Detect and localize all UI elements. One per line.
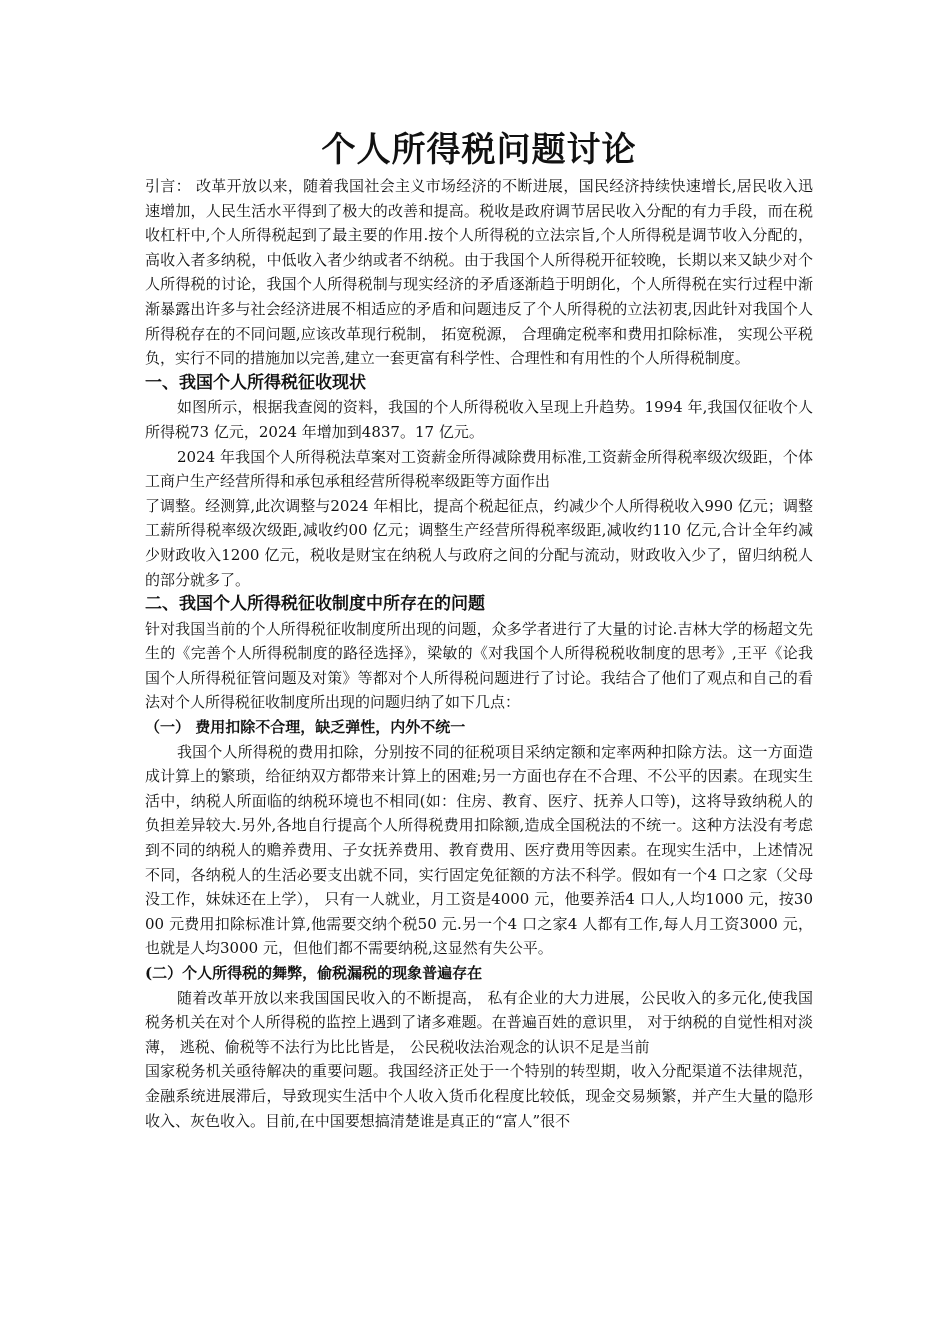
intro-paragraph: 引言： 改革开放以来，随着我国社会主义市场经济的不断进展，国民经济持续快速增长,居民收入迅速增加，人民生活水平得到了极大的改善和提高。税收是政府调节居民收入分配的有力手段，而在税收杠杆中,个人所得税起到了最主要的作用.按个人所得税的立法宗旨,个人所得税是调节收入分配的，高收入者多纳税，中低收入者少纳或者不纳税。由于我国个人所得税开征较晚，长期以来又缺少对个人所得税的讨论，我国个人所得税制与现实经济的矛盾逐渐趋于明朗化，个人所得税在实行过程中渐渐暴露出许多与社会经济进展不相适应的矛盾和问题违反了个人所得税的立法初衷,因此针对我国个人所得税存在的不同问题,应该改革现行税制， 拓宽税源， 合理确定税率和费用扣除标准， 实现公平税负，实行不同的措施加以完善,建立一套更富有科学性、合理性和有用性的个人所得税制度。 [145, 177, 813, 368]
section-1-paragraph-1: 如图所示，根据我查阅的资料，我国的个人所得税收入呈现上升趋势。1994 年,我国仅征收个人所得税73 亿元，2024 年增加到4837。17 亿元。 [145, 398, 813, 441]
section-1-heading: 一、我国个人所得税征收现状 [145, 372, 366, 393]
subsection-2-paragraph-b: 国家税务机关亟待解决的重要问题。我国经济正处于一个特别的转型期，收入分配渠道不法律规范，金融系统进展滞后，导致现实生活中个人收入货币化程度比较低，现金交易频繁，并产生大量的隐形收入、灰色收入。目前,在中国要想搞清楚谁是真正的“富人”很不 [145, 1062, 813, 1130]
section-1-paragraph-2b: 了调整。经测算,此次调整与2024 年相比，提高个税起征点，约减少个人所得税收入990 亿元；调整工薪所得税率级次级距,减收约00 亿元；调整生产经营所得税率级距,减收约110 亿元,合计全年约减少财政收入1200 亿元，税收是财宝在纳税人与政府之间的分配与流动，财政收入少了，留归纳税人的部分就多了。 [145, 496, 813, 589]
subsection-2-paragraph-a: 随着改革开放以来我国国民收入的不断提高， 私有企业的大力进展，公民收入的多元化,使我国税务机关在对个人所得税的监控上遇到了诸多难题。在普遍百姓的意识里， 对于纳税的自觉性相对淡薄， 逃税、偷税等不法行为比比皆是， 公民税收法治观念的认识不足是当前 [145, 988, 813, 1056]
document-page [145, 128, 813, 1133]
subsection-2-heading: (二）个人所得税的舞弊，偷税漏税的现象普遍存在 [145, 964, 483, 982]
section-2-paragraph-1: 针对我国当前的个人所得税征收制度所出现的问题，众多学者进行了大量的讨论.吉林大学的杨超文先生的《完善个人所得税制度的路径选择》，梁敏的《对我国个人所得税税收制度的思考》,王平《论我国个人所得税征管问题及对策》等都对个人所得税问题进行了讨论。我结合了他们了观点和自己的看法对个人所得税征收制度所出现的问题归纳了如下几点： [145, 619, 813, 712]
subsection-1-paragraph: 我国个人所得税的费用扣除，分别按不同的征税项目采纳定额和定率两种扣除方法。这一方面造成计算上的繁琐，给征纳双方都带来计算上的困难;另一方面也存在不合理、不公平的因素。在现实生活中，纳税人所面临的纳税环境也不相同(如：住房、教育、医疗、抚养人口等)，这将导致纳税人的负担差异较大.另外,各地自行提高个人所得税费用扣除额,造成全国税法的不统一。这种方法没有考虑到不同的纳税人的赡养费用、子女抚养费用、教育费用、医疗费用等因素。在现实生活中，上述情况不同，各纳税人的生活必要支出就不同，实行固定免征额的方法不科学。假如有一个4 口之家（父母没工作，妹妹还在上学）， 只有一人就业，月工资是4000 元，他要养活4 口人,人均1000 元，按3000 元费用扣除标准计算,他需要交纳个税50 元.另一个4 口之家4 人都有工作,每人月工资3000 元，也就是人均3000 元，但他们都不需要纳税,这显然有失公平。 [145, 742, 813, 958]
section-1-paragraph-2a: 2024 年我国个人所得税法草案对工资薪金所得减除费用标准,工资薪金所得税率级次级距，个体工商户生产经营所得和承包承租经营所得税率级距等方面作出 [145, 447, 813, 491]
subsection-1-heading: （一） 费用扣除不合理，缺乏弹性，内外不统一 [145, 718, 466, 737]
document-title: 个人所得税问题讨论 [321, 130, 637, 170]
section-2-heading: 二、我国个人所得税征收制度中所存在的问题 [145, 594, 485, 615]
